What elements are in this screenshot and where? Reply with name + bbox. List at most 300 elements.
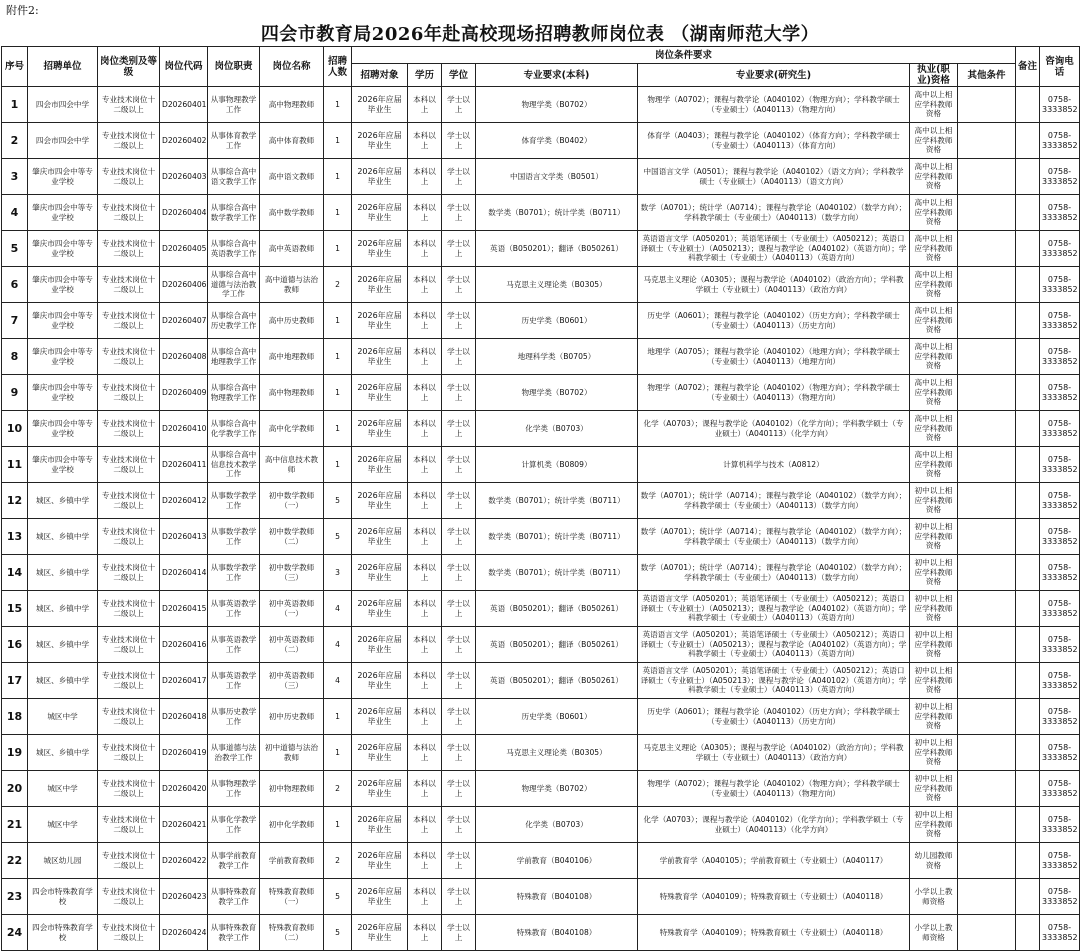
cell-major-pg: 数学（A0701）；统计学（A0714）；课程与教学论（A040102）（数学方向）；学科教学硕士（专业硕士）（A040113）（数学方向） <box>638 519 910 555</box>
cell-post: 初中英语教师（二） <box>260 627 324 663</box>
cell-no: 23 <box>2 879 28 915</box>
cell-no: 22 <box>2 843 28 879</box>
cell-other <box>958 483 1016 519</box>
cell-remark <box>1016 303 1040 339</box>
cell-cert: 初中以上相应学科教师资格 <box>910 555 958 591</box>
cell-major-ug: 马克思主义理论类（B0305） <box>476 267 638 303</box>
cell-post: 高中语文教师 <box>260 159 324 195</box>
cell-degree: 学士以上 <box>442 843 476 879</box>
cell-code: D20260420 <box>160 771 208 807</box>
cell-major-pg: 学前教育学（A040105）；学前教育硕士（专业硕士）（A040117） <box>638 843 910 879</box>
cell-count: 2 <box>324 267 352 303</box>
cell-remark <box>1016 807 1040 843</box>
cell-count: 1 <box>324 303 352 339</box>
cell-other <box>958 663 1016 699</box>
cell-other <box>958 447 1016 483</box>
cell-count: 2 <box>324 843 352 879</box>
cell-phone: 0758-3333852 <box>1040 519 1080 555</box>
cell-major-ug: 地理科学类（B0705） <box>476 339 638 375</box>
cell-other <box>958 411 1016 447</box>
cell-no: 21 <box>2 807 28 843</box>
cell-count: 1 <box>324 735 352 771</box>
cell-phone: 0758-3333852 <box>1040 483 1080 519</box>
cell-phone: 0758-3333852 <box>1040 663 1080 699</box>
cell-degree: 学士以上 <box>442 231 476 267</box>
cell-count: 5 <box>324 879 352 915</box>
cell-edu: 本科以上 <box>408 303 442 339</box>
cell-target: 2026年应届毕业生 <box>352 375 408 411</box>
cell-cert: 高中以上相应学科教师资格 <box>910 339 958 375</box>
cell-major-ug: 英语（B050201）；翻译（B050261） <box>476 663 638 699</box>
header-cert: 执业(职业)资格 <box>910 64 958 87</box>
cell-major-pg: 特殊教育学（A040109）；特殊教育硕士（专业硕士）（A040118） <box>638 879 910 915</box>
cell-category: 专业技术岗位十二级以上 <box>98 699 160 735</box>
table-row <box>2 87 1080 123</box>
cell-major-ug: 英语（B050201）；翻译（B050261） <box>476 231 638 267</box>
cell-other <box>958 195 1016 231</box>
cell-target: 2026年应届毕业生 <box>352 159 408 195</box>
table-row <box>2 303 1080 339</box>
cell-unit: 肇庆市四会中等专业学校 <box>28 231 98 267</box>
cell-target: 2026年应届毕业生 <box>352 807 408 843</box>
cell-phone: 0758-3333852 <box>1040 267 1080 303</box>
cell-major-pg: 英语语言文学（A050201）；英语笔译硕士（专业硕士）（A050212）；英语口译硕士（专业硕士）（A050213）；课程与教学论（A040102）（英语方向）；学科教学硕士（专业硕士）（A040113）（英语方向） <box>638 231 910 267</box>
cell-remark <box>1016 447 1040 483</box>
cell-target: 2026年应届毕业生 <box>352 699 408 735</box>
cell-code: D20260416 <box>160 627 208 663</box>
cell-no: 14 <box>2 555 28 591</box>
cell-major-ug: 数学类（B0701）；统计学类（B0711） <box>476 519 638 555</box>
cell-duty: 从事综合高中道德与法治教学工作 <box>208 267 260 303</box>
cell-cert: 高中以上相应学科教师资格 <box>910 447 958 483</box>
cell-target: 2026年应届毕业生 <box>352 231 408 267</box>
cell-other <box>958 231 1016 267</box>
cell-major-pg: 化学（A0703）；课程与教学论（A040102）（化学方向）；学科教学硕士（专业硕士）（A040113）（化学方向） <box>638 411 910 447</box>
cell-code: D20260402 <box>160 123 208 159</box>
header-edu: 学历 <box>408 64 442 87</box>
cell-unit: 四会市特殊教育学校 <box>28 915 98 951</box>
cell-count: 1 <box>324 807 352 843</box>
cell-target: 2026年应届毕业生 <box>352 591 408 627</box>
cell-target: 2026年应届毕业生 <box>352 267 408 303</box>
cell-degree: 学士以上 <box>442 879 476 915</box>
cell-major-pg: 地理学（A0705）；课程与教学论（A040102）（地理方向）；学科教学硕士（专业硕士）（A040113）（地理方向） <box>638 339 910 375</box>
cell-cert: 初中以上相应学科教师资格 <box>910 699 958 735</box>
cell-code: D20260424 <box>160 915 208 951</box>
cell-edu: 本科以上 <box>408 87 442 123</box>
cell-remark <box>1016 231 1040 267</box>
cell-edu: 本科以上 <box>408 195 442 231</box>
cell-duty: 从事道德与法治教学工作 <box>208 735 260 771</box>
cell-degree: 学士以上 <box>442 627 476 663</box>
cell-degree: 学士以上 <box>442 159 476 195</box>
cell-edu: 本科以上 <box>408 519 442 555</box>
cell-cert: 高中以上相应学科教师资格 <box>910 123 958 159</box>
cell-code: D20260404 <box>160 195 208 231</box>
cell-category: 专业技术岗位十二级以上 <box>98 123 160 159</box>
cell-degree: 学士以上 <box>442 915 476 951</box>
cell-major-ug: 数学类（B0701）；统计学类（B0711） <box>476 483 638 519</box>
cell-count: 1 <box>324 87 352 123</box>
cell-category: 专业技术岗位十二级以上 <box>98 591 160 627</box>
cell-major-pg: 英语语言文学（A050201）；英语笔译硕士（专业硕士）（A050212）；英语口译硕士（专业硕士）（A050213）；课程与教学论（A040102）（英语方向）；学科教学硕士（专业硕士）（A040113）（英语方向） <box>638 627 910 663</box>
cell-post: 高中物理教师 <box>260 375 324 411</box>
cell-duty: 从事特殊教育教学工作 <box>208 879 260 915</box>
cell-major-ug: 物理学类（B0702） <box>476 771 638 807</box>
page-title: 四会市教育局2026年赴高校现场招聘教师岗位表 （湖南师范大学） <box>260 24 820 45</box>
cell-target: 2026年应届毕业生 <box>352 915 408 951</box>
table-row <box>2 411 1080 447</box>
header-count: 招聘人数 <box>324 47 352 87</box>
cell-no: 8 <box>2 339 28 375</box>
cell-degree: 学士以上 <box>442 303 476 339</box>
table-row <box>2 807 1080 843</box>
cell-remark <box>1016 519 1040 555</box>
cell-no: 11 <box>2 447 28 483</box>
cell-phone: 0758-3333852 <box>1040 555 1080 591</box>
cell-edu: 本科以上 <box>408 735 442 771</box>
cell-no: 17 <box>2 663 28 699</box>
cell-post: 学前教育教师 <box>260 843 324 879</box>
cell-no: 15 <box>2 591 28 627</box>
header-no: 序号 <box>2 47 28 87</box>
cell-remark <box>1016 915 1040 951</box>
cell-cert: 小学以上教师资格 <box>910 879 958 915</box>
cell-target: 2026年应届毕业生 <box>352 843 408 879</box>
cell-major-pg: 物理学（A0702）；课程与教学论（A040102）（物理方向）；学科教学硕士（专业硕士）（A040113）（物理方向） <box>638 375 910 411</box>
cell-phone: 0758-3333852 <box>1040 771 1080 807</box>
cell-degree: 学士以上 <box>442 195 476 231</box>
cell-no: 12 <box>2 483 28 519</box>
cell-unit: 肇庆市四会中等专业学校 <box>28 411 98 447</box>
cell-unit: 城区、乡镇中学 <box>28 483 98 519</box>
cell-category: 专业技术岗位十二级以上 <box>98 771 160 807</box>
cell-no: 18 <box>2 699 28 735</box>
cell-count: 4 <box>324 663 352 699</box>
cell-other <box>958 699 1016 735</box>
cell-post: 初中数学教师（一） <box>260 483 324 519</box>
cell-duty: 从事综合高中化学教学工作 <box>208 411 260 447</box>
cell-post: 初中道德与法治教师 <box>260 735 324 771</box>
table-row <box>2 627 1080 663</box>
cell-edu: 本科以上 <box>408 915 442 951</box>
cell-no: 2 <box>2 123 28 159</box>
cell-duty: 从事综合高中物理教学工作 <box>208 375 260 411</box>
cell-category: 专业技术岗位十二级以上 <box>98 879 160 915</box>
cell-remark <box>1016 879 1040 915</box>
table-row <box>2 843 1080 879</box>
cell-degree: 学士以上 <box>442 699 476 735</box>
cell-remark <box>1016 771 1040 807</box>
cell-target: 2026年应届毕业生 <box>352 627 408 663</box>
cell-count: 1 <box>324 339 352 375</box>
cell-remark <box>1016 87 1040 123</box>
cell-count: 5 <box>324 519 352 555</box>
cell-remark <box>1016 735 1040 771</box>
cell-degree: 学士以上 <box>442 519 476 555</box>
cell-major-pg: 数学（A0701）；统计学（A0714）；课程与教学论（A040102）（数学方向）；学科教学硕士（专业硕士）（A040113）（数学方向） <box>638 555 910 591</box>
cell-cert: 初中以上相应学科教师资格 <box>910 519 958 555</box>
cell-category: 专业技术岗位十二级以上 <box>98 303 160 339</box>
cell-cert: 高中以上相应学科教师资格 <box>910 195 958 231</box>
cell-other <box>958 87 1016 123</box>
cell-no: 4 <box>2 195 28 231</box>
cell-post: 初中英语教师（三） <box>260 663 324 699</box>
cell-no: 5 <box>2 231 28 267</box>
cell-degree: 学士以上 <box>442 447 476 483</box>
cell-cert: 初中以上相应学科教师资格 <box>910 807 958 843</box>
cell-count: 5 <box>324 915 352 951</box>
cell-post: 高中道德与法治教师 <box>260 267 324 303</box>
cell-major-pg: 历史学（A0601）；课程与教学论（A040102）（历史方向）；学科教学硕士（专业硕士）（A040113）（历史方向） <box>638 303 910 339</box>
cell-major-pg: 体育学（A0403）；课程与教学论（A040102）（体育方向）；学科教学硕士（专业硕士）（A040113）（体育方向） <box>638 123 910 159</box>
cell-remark <box>1016 195 1040 231</box>
cell-no: 7 <box>2 303 28 339</box>
cell-major-pg: 计算机科学与技术（A0812） <box>638 447 910 483</box>
cell-edu: 本科以上 <box>408 411 442 447</box>
cell-remark <box>1016 627 1040 663</box>
cell-other <box>958 267 1016 303</box>
cell-remark <box>1016 267 1040 303</box>
cell-remark <box>1016 483 1040 519</box>
cell-unit: 城区中学 <box>28 771 98 807</box>
cell-duty: 从事特殊教育教学工作 <box>208 915 260 951</box>
cell-edu: 本科以上 <box>408 231 442 267</box>
cell-no: 1 <box>2 87 28 123</box>
cell-no: 24 <box>2 915 28 951</box>
cell-duty: 从事综合高中英语教学工作 <box>208 231 260 267</box>
cell-phone: 0758-3333852 <box>1040 303 1080 339</box>
cell-category: 专业技术岗位十二级以上 <box>98 735 160 771</box>
cell-major-ug: 马克思主义理论类（B0305） <box>476 735 638 771</box>
cell-unit: 肇庆市四会中等专业学校 <box>28 447 98 483</box>
cell-code: D20260418 <box>160 699 208 735</box>
cell-category: 专业技术岗位十二级以上 <box>98 555 160 591</box>
cell-unit: 城区、乡镇中学 <box>28 591 98 627</box>
cell-post: 初中物理教师 <box>260 771 324 807</box>
cell-major-pg: 英语语言文学（A050201）；英语笔译硕士（专业硕士）（A050212）；英语口译硕士（专业硕士）（A050213）；课程与教学论（A040102）（英语方向）；学科教学硕士（专业硕士）（A040113）（英语方向） <box>638 591 910 627</box>
cell-duty: 从事综合高中数学教学工作 <box>208 195 260 231</box>
cell-other <box>958 519 1016 555</box>
cell-target: 2026年应届毕业生 <box>352 483 408 519</box>
cell-cert: 高中以上相应学科教师资格 <box>910 159 958 195</box>
cell-no: 3 <box>2 159 28 195</box>
cell-post: 高中化学教师 <box>260 411 324 447</box>
cell-code: D20260413 <box>160 519 208 555</box>
cell-category: 专业技术岗位十二级以上 <box>98 483 160 519</box>
cell-major-ug: 化学类（B0703） <box>476 807 638 843</box>
header-post: 岗位名称 <box>260 47 324 87</box>
cell-cert: 初中以上相应学科教师资格 <box>910 591 958 627</box>
cell-target: 2026年应届毕业生 <box>352 303 408 339</box>
cell-no: 9 <box>2 375 28 411</box>
cell-duty: 从事综合高中信息技术教学工作 <box>208 447 260 483</box>
cell-major-ug: 特殊教育（B040108） <box>476 915 638 951</box>
cell-cert: 高中以上相应学科教师资格 <box>910 231 958 267</box>
table-row <box>2 663 1080 699</box>
cell-edu: 本科以上 <box>408 807 442 843</box>
cell-post: 高中信息技术教师 <box>260 447 324 483</box>
cell-duty: 从事学前教育教学工作 <box>208 843 260 879</box>
cell-unit: 肇庆市四会中等专业学校 <box>28 159 98 195</box>
cell-other <box>958 627 1016 663</box>
cell-category: 专业技术岗位十二级以上 <box>98 87 160 123</box>
cell-remark <box>1016 591 1040 627</box>
cell-count: 1 <box>324 159 352 195</box>
cell-post: 初中英语教师（一） <box>260 591 324 627</box>
cell-phone: 0758-3333852 <box>1040 87 1080 123</box>
cell-duty: 从事综合高中语文教学工作 <box>208 159 260 195</box>
cell-degree: 学士以上 <box>442 771 476 807</box>
header-code: 岗位代码 <box>160 47 208 87</box>
cell-degree: 学士以上 <box>442 87 476 123</box>
cell-major-ug: 体育学类（B0402） <box>476 123 638 159</box>
cell-duty: 从事综合高中历史教学工作 <box>208 303 260 339</box>
cell-edu: 本科以上 <box>408 699 442 735</box>
cell-code: D20260419 <box>160 735 208 771</box>
cell-other <box>958 555 1016 591</box>
cell-code: D20260401 <box>160 87 208 123</box>
cell-phone: 0758-3333852 <box>1040 843 1080 879</box>
cell-edu: 本科以上 <box>408 663 442 699</box>
cell-other <box>958 807 1016 843</box>
cell-target: 2026年应届毕业生 <box>352 123 408 159</box>
cell-remark <box>1016 555 1040 591</box>
cell-major-ug: 历史学类（B0601） <box>476 699 638 735</box>
cell-degree: 学士以上 <box>442 735 476 771</box>
cell-code: D20260407 <box>160 303 208 339</box>
table-row <box>2 915 1080 951</box>
cell-cert: 初中以上相应学科教师资格 <box>910 735 958 771</box>
cell-edu: 本科以上 <box>408 159 442 195</box>
cell-major-pg: 马克思主义理论（A0305）；课程与教学论（A040102）（政治方向）；学科教学硕士（专业硕士）（A040113）（政治方向） <box>638 735 910 771</box>
cell-count: 3 <box>324 555 352 591</box>
header-major-ug: 专业要求(本科) <box>476 64 638 87</box>
cell-edu: 本科以上 <box>408 879 442 915</box>
header-degree: 学位 <box>442 64 476 87</box>
cell-target: 2026年应届毕业生 <box>352 87 408 123</box>
cell-unit: 四会市特殊教育学校 <box>28 879 98 915</box>
cell-major-ug: 英语（B050201）；翻译（B050261） <box>476 591 638 627</box>
cell-degree: 学士以上 <box>442 663 476 699</box>
cell-unit: 城区、乡镇中学 <box>28 735 98 771</box>
cell-major-pg: 历史学（A0601）；课程与教学论（A040102）（历史方向）；学科教学硕士（专业硕士）（A040113）（历史方向） <box>638 699 910 735</box>
cell-other <box>958 339 1016 375</box>
cell-cert: 高中以上相应学科教师资格 <box>910 267 958 303</box>
cell-phone: 0758-3333852 <box>1040 411 1080 447</box>
cell-major-pg: 数学（A0701）；统计学（A0714）；课程与教学论（A040102）（数学方向）；学科教学硕士（专业硕士）（A040113）（数学方向） <box>638 195 910 231</box>
cell-count: 1 <box>324 195 352 231</box>
cell-major-ug: 中国语言文学类（B0501） <box>476 159 638 195</box>
cell-phone: 0758-3333852 <box>1040 195 1080 231</box>
cell-other <box>958 879 1016 915</box>
cell-remark <box>1016 375 1040 411</box>
cell-unit: 四会市四会中学 <box>28 87 98 123</box>
cell-unit: 城区、乡镇中学 <box>28 519 98 555</box>
cell-phone: 0758-3333852 <box>1040 159 1080 195</box>
cell-duty: 从事综合高中地理教学工作 <box>208 339 260 375</box>
cell-degree: 学士以上 <box>442 123 476 159</box>
header-duty: 岗位职责 <box>208 47 260 87</box>
header-unit: 招聘单位 <box>28 47 98 87</box>
cell-duty: 从事体育教学工作 <box>208 123 260 159</box>
cell-category: 专业技术岗位十二级以上 <box>98 807 160 843</box>
cell-post: 初中数学教师（三） <box>260 555 324 591</box>
cell-major-pg: 物理学（A0702）；课程与教学论（A040102）（物理方向）；学科教学硕士（专业硕士）（A040113）（物理方向） <box>638 771 910 807</box>
cell-category: 专业技术岗位十二级以上 <box>98 375 160 411</box>
cell-no: 13 <box>2 519 28 555</box>
cell-target: 2026年应届毕业生 <box>352 663 408 699</box>
cell-major-ug: 物理学类（B0702） <box>476 375 638 411</box>
cell-edu: 本科以上 <box>408 555 442 591</box>
cell-unit: 城区幼儿园 <box>28 843 98 879</box>
cell-no: 10 <box>2 411 28 447</box>
cell-phone: 0758-3333852 <box>1040 339 1080 375</box>
header-target: 招聘对象 <box>352 64 408 87</box>
table-row <box>2 339 1080 375</box>
cell-major-ug: 数学类（B0701）；统计学类（B0711） <box>476 195 638 231</box>
cell-post: 高中数学教师 <box>260 195 324 231</box>
cell-major-ug: 物理学类（B0702） <box>476 87 638 123</box>
cell-category: 专业技术岗位十二级以上 <box>98 195 160 231</box>
cell-code: D20260410 <box>160 411 208 447</box>
cell-count: 4 <box>324 627 352 663</box>
header-conditions-group: 岗位条件要求 <box>352 47 1016 64</box>
cell-category: 专业技术岗位十二级以上 <box>98 339 160 375</box>
cell-remark <box>1016 123 1040 159</box>
cell-count: 2 <box>324 771 352 807</box>
cell-major-ug: 特殊教育（B040108） <box>476 879 638 915</box>
table-row <box>2 267 1080 303</box>
table-row <box>2 195 1080 231</box>
cell-code: D20260421 <box>160 807 208 843</box>
header-major-pg: 专业要求(研究生) <box>638 64 910 87</box>
cell-count: 1 <box>324 447 352 483</box>
cell-code: D20260406 <box>160 267 208 303</box>
cell-count: 1 <box>324 411 352 447</box>
cell-edu: 本科以上 <box>408 447 442 483</box>
cell-phone: 0758-3333852 <box>1040 807 1080 843</box>
cell-remark <box>1016 159 1040 195</box>
cell-remark <box>1016 663 1040 699</box>
cell-duty: 从事化学教学工作 <box>208 807 260 843</box>
cell-other <box>958 843 1016 879</box>
cell-category: 专业技术岗位十二级以上 <box>98 231 160 267</box>
cell-duty: 从事数学教学工作 <box>208 519 260 555</box>
cell-major-pg: 英语语言文学（A050201）；英语笔译硕士（专业硕士）（A050212）；英语口译硕士（专业硕士）（A050213）；课程与教学论（A040102）（英语方向）；学科教学硕士（专业硕士）（A040113）（英语方向） <box>638 663 910 699</box>
cell-post: 高中英语教师 <box>260 231 324 267</box>
cell-cert: 高中以上相应学科教师资格 <box>910 87 958 123</box>
cell-category: 专业技术岗位十二级以上 <box>98 519 160 555</box>
cell-count: 1 <box>324 123 352 159</box>
cell-duty: 从事数学教学工作 <box>208 483 260 519</box>
cell-unit: 城区、乡镇中学 <box>28 663 98 699</box>
recruitment-table <box>1 46 1080 951</box>
cell-code: D20260411 <box>160 447 208 483</box>
cell-no: 19 <box>2 735 28 771</box>
cell-other <box>958 303 1016 339</box>
cell-code: D20260415 <box>160 591 208 627</box>
cell-phone: 0758-3333852 <box>1040 123 1080 159</box>
cell-phone: 0758-3333852 <box>1040 699 1080 735</box>
cell-other <box>958 735 1016 771</box>
cell-major-pg: 中国语言文学（A0501）；课程与教学论（A040102）（语文方向）；学科教学硕士（专业硕士）（A040113）（语文方向） <box>638 159 910 195</box>
table-row <box>2 735 1080 771</box>
cell-cert: 高中以上相应学科教师资格 <box>910 411 958 447</box>
cell-duty: 从事数学教学工作 <box>208 555 260 591</box>
cell-major-pg: 数学（A0701）；统计学（A0714）；课程与教学论（A040102）（数学方向）；学科教学硕士（专业硕士）（A040113）（数学方向） <box>638 483 910 519</box>
cell-phone: 0758-3333852 <box>1040 591 1080 627</box>
